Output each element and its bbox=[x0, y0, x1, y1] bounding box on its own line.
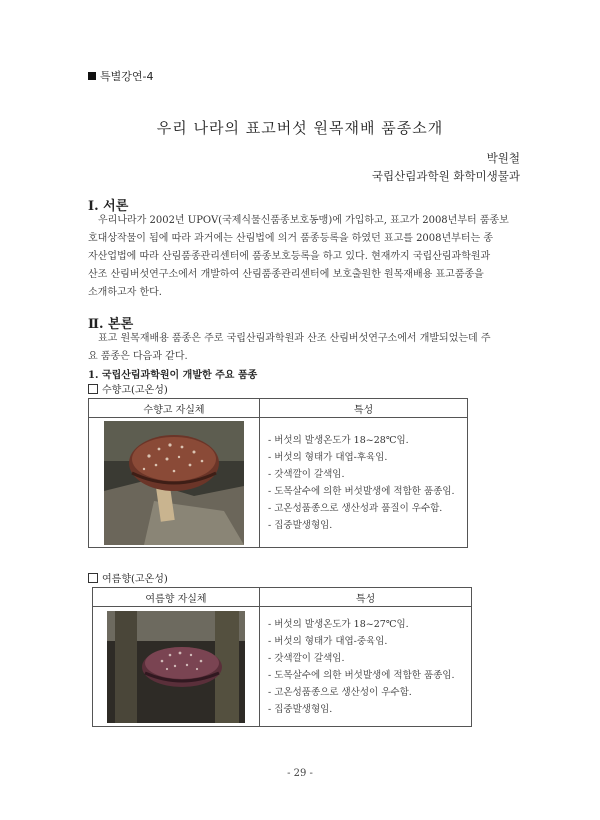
traits-cell bbox=[260, 418, 468, 548]
body-line: 표고 원목재배용 품종은 주로 국립산림과학원과 산조 산림버섯연구소에서 개발되었는데 주 bbox=[98, 333, 491, 344]
page-number: - 29 - bbox=[287, 768, 313, 779]
mushroom-photo-cell bbox=[89, 418, 260, 548]
variety-title bbox=[88, 570, 168, 585]
trait-item: - 집중발생형임. bbox=[268, 519, 333, 531]
mushroom-photo bbox=[104, 421, 244, 545]
trait-item: - 버섯의 발생온도가 18~28℃임. bbox=[268, 434, 409, 446]
trait-item: - 고온성품종으로 생산성과 품질이 우수함. bbox=[268, 502, 443, 514]
variety-table bbox=[88, 398, 468, 548]
intro-line: 자산업법에 따라 산림품종관리센터에 품종보호등록을 하고 있다. 현재까지 국립산림과학원과 bbox=[88, 251, 491, 262]
intro-line: 우리나라가 2002년 UPOV(국제식물신품종보호동맹)에 가입하고, 표고가 2008년부터 품종보 bbox=[98, 215, 509, 226]
intro-paragraph bbox=[88, 212, 524, 302]
body-paragraph bbox=[88, 330, 524, 366]
variety-table bbox=[92, 587, 472, 727]
mushroom-photo bbox=[107, 611, 245, 723]
intro-line: 소개하고자 한다. bbox=[88, 287, 162, 298]
traits-list bbox=[260, 616, 471, 718]
trait-item: - 갓색깔이 갈색임. bbox=[268, 652, 345, 664]
trait-item: - 고온성품종으로 생산성이 우수함. bbox=[268, 686, 412, 698]
checkbox-square-icon bbox=[88, 573, 98, 583]
trait-item: - 집중발생형임. bbox=[268, 703, 333, 715]
page-title: 우리 나라의 표고버섯 원목재배 품종소개 bbox=[156, 119, 444, 137]
photo-column-header: 여름향 자실체 bbox=[93, 588, 260, 607]
trait-item: - 갓색깔이 갈색임. bbox=[268, 468, 345, 480]
trait-item: - 도목살수에 의한 버섯발생에 적합한 품종임. bbox=[268, 669, 455, 681]
intro-line: 호대상작물이 됨에 따라 과거에는 산림법에 의거 품종등록을 하였던 표고를 2008년부터는 종 bbox=[88, 233, 493, 244]
trait-item: - 버섯의 발생온도가 18~27℃임. bbox=[268, 618, 409, 630]
author-name: 박원철 bbox=[486, 151, 520, 165]
traits-list bbox=[260, 432, 467, 534]
intro-line: 산조 산림버섯연구소에서 개발하여 산림품종관리센터에 보호출원한 원목재배용 표고품종을 bbox=[88, 269, 484, 280]
body-heading: Ⅱ. 본론 bbox=[88, 317, 134, 332]
variety-name: 수향고(고온성) bbox=[102, 385, 168, 396]
photo-column-header: 수향고 자실체 bbox=[89, 399, 260, 418]
section-tag bbox=[88, 68, 153, 84]
body-line: 요 품종은 다음과 같다. bbox=[88, 351, 188, 362]
section-tag-label: 특별강연-4 bbox=[100, 70, 154, 83]
checkbox-square-icon bbox=[88, 384, 98, 394]
variety-name: 여름향(고온성) bbox=[102, 574, 168, 585]
intro-heading: Ⅰ. 서론 bbox=[88, 199, 129, 214]
author-affiliation: 국립산림과학원 화학미생물과 bbox=[371, 169, 520, 183]
traits-column-header: 특성 bbox=[260, 399, 468, 418]
variety-title bbox=[88, 381, 168, 396]
trait-item: - 버섯의 형태가 대엽-후육임. bbox=[268, 451, 388, 463]
traits-column-header: 특성 bbox=[260, 588, 472, 607]
square-bullet-icon bbox=[88, 72, 96, 80]
body-subheading: 1. 국립산림과학원이 개발한 주요 품종 bbox=[88, 370, 258, 381]
mushroom-photo-cell bbox=[93, 607, 260, 727]
trait-item: - 도목살수에 의한 버섯발생에 적합한 품종임. bbox=[268, 485, 455, 497]
traits-cell bbox=[260, 607, 472, 727]
trait-item: - 버섯의 형태가 대엽-중육임. bbox=[268, 635, 388, 647]
